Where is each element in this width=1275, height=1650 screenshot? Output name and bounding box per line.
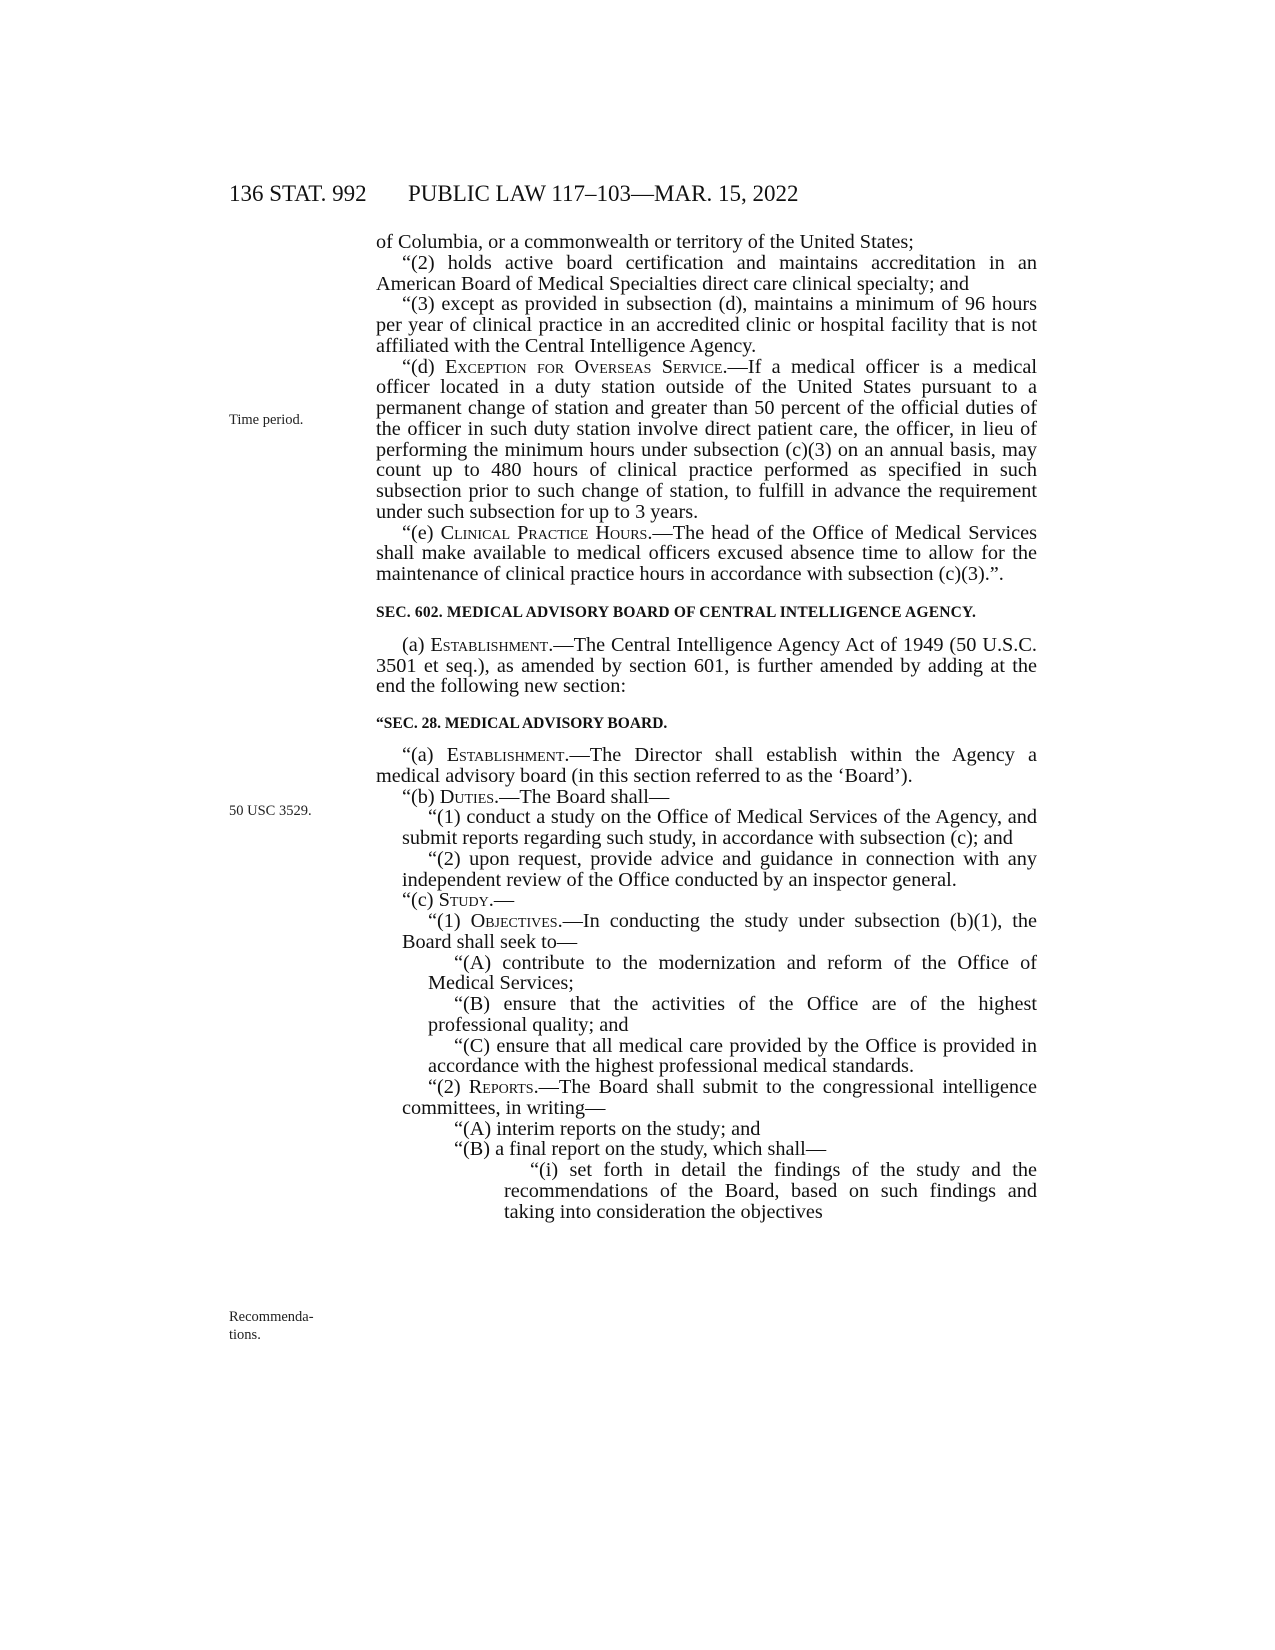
margin-note-recommendations: [229, 1308, 314, 1344]
paragraph-c3: “(3) except as provided in subsection (d), maintains a minimum of 96 hours per year of clinical practice in an accredited clinic or hospital facility that is not affiliated with the Central Intelligence Agency.: [376, 293, 1037, 357]
margin-note-recommendations-line1: Recommenda-: [229, 1309, 314, 1325]
subsection-d-heading: Exception for Overseas Service: [445, 355, 723, 378]
section-28-c1-A: “(A) contribute to the modernization and reform of the Office of Medical Services;: [428, 951, 1037, 995]
section-28-c1-body: .—In conducting the study under subsection (b)(1), the Board shall seek to—: [402, 910, 1037, 953]
stat-page-number: 136 STAT. 992: [229, 181, 367, 206]
section-602-a-heading: Establishment: [430, 633, 549, 656]
section-602-a-prefix: (a): [402, 633, 431, 656]
section-28-c1: [376, 911, 1037, 953]
paragraph-continuation: of Columbia, or a commonwealth or territory of the United States;: [376, 231, 914, 253]
section-28-c1-B: “(B) ensure that the activities of the Office are of the highest professional quality; and: [428, 993, 1037, 1036]
law-title: PUBLIC LAW 117–103—MAR. 15, 2022: [408, 181, 799, 206]
section-28-b2: “(2) upon request, provide advice and guidance in connection with any independent review of the Office conducted by an inspector general.: [402, 847, 1037, 891]
section-602-a: [376, 635, 1037, 697]
subsection-d-body: .—If a medical officer is a medical officer located in a duty station outside of the United States pursuant to a permanent change of station and greater than 50 percent of the official duties of the officer in such duty station involve direct patient care, the officer, in lieu of performing the minimum hours under subsection (c)(3) on an annual basis, may count up to 480 hours of clinical practice performed as specified in such subsection prior to such change of station, to fulfill in advance the requirement under such subsection for up to 3 years.: [376, 355, 1037, 523]
subsection-e-heading: Clinical Practice Hours: [440, 521, 648, 544]
section-28-c2-B-i: “(i) set forth in detail the findings of the study and the recommendations of the Board, based on such findings and taking into consideration the objectives: [504, 1159, 1037, 1223]
section-28-heading: “SEC. 28. MEDICAL ADVISORY BOARD.: [376, 715, 668, 732]
section-28-b-heading: Duties: [439, 785, 495, 808]
section-28-c1-C: “(C) ensure that all medical care provided by the Office is provided in accordance with the highest professional medical standards.: [428, 1034, 1037, 1078]
section-28-a-body: .—The Director shall establish within the Agency a medical advisory board (in this section referred to as the ‘Board’).: [376, 744, 1037, 787]
section-602-heading: SEC. 602. MEDICAL ADVISORY BOARD OF CENTRAL INTELLIGENCE AGENCY.: [376, 603, 977, 621]
section-28-c2-A: “(A) interim reports on the study; and: [454, 1117, 761, 1140]
paragraph-c2: “(2) holds active board certification and maintains accreditation in an American Board of Medical Specialties direct care clinical specialty; and: [376, 251, 1037, 295]
section-28-c2: [376, 1077, 1037, 1119]
section-28-c2-body: .—The Board shall submit to the congressional intelligence committees, in writing—: [402, 1076, 1037, 1119]
subsection-d: [376, 357, 1037, 523]
section-28-c1-prefix: “(1): [428, 910, 471, 932]
section-28-c: [376, 890, 1037, 911]
section-28-b: [376, 787, 1037, 808]
section-28-b1: “(1) conduct a study on the Office of Medical Services of the Agency, and submit reports regarding such study, in accordance with subsection (c); and: [402, 806, 1037, 849]
section-28-a-heading: Establishment: [446, 744, 565, 766]
section-28-c2-heading: Reports: [468, 1076, 534, 1098]
section-28-c-body: .—: [488, 889, 515, 912]
section-28-b-prefix: “(b): [402, 785, 440, 808]
section-28-c-heading: Study: [438, 889, 489, 912]
section-28-a: [376, 745, 1037, 787]
margin-note-recommendations-line2: tions.: [229, 1327, 261, 1343]
section-602-a-body: .—The Central Intelligence Agency Act of 1949 (50 U.S.C. 3501 et seq.), as amended by section 601, is further amended by adding at the end the following new section:: [376, 633, 1037, 698]
subsection-e-prefix: “(e): [402, 521, 441, 544]
section-28-c2-prefix: “(2): [428, 1076, 469, 1098]
section-28-c-prefix: “(c): [402, 889, 439, 912]
section-28-b-body: .—The Board shall—: [494, 785, 670, 808]
subsection-d-prefix: “(d): [402, 355, 445, 378]
section-28-c2-B: “(B) a final report on the study, which shall—: [454, 1138, 827, 1161]
subsection-e-body: .—The head of the Office of Medical Services shall make available to medical officers excused absence time to allow for the maintenance of clinical practice hours in accordance with subsection (c)(3).”.: [376, 521, 1037, 585]
section-28-c1-heading: Objectives: [470, 910, 558, 932]
margin-note-time-period: Time period.: [229, 412, 304, 428]
margin-note-usc: 50 USC 3529.: [229, 803, 312, 819]
statute-body: [376, 232, 1037, 1222]
section-28-a-prefix: “(a): [402, 744, 447, 766]
subsection-e: [376, 523, 1037, 585]
